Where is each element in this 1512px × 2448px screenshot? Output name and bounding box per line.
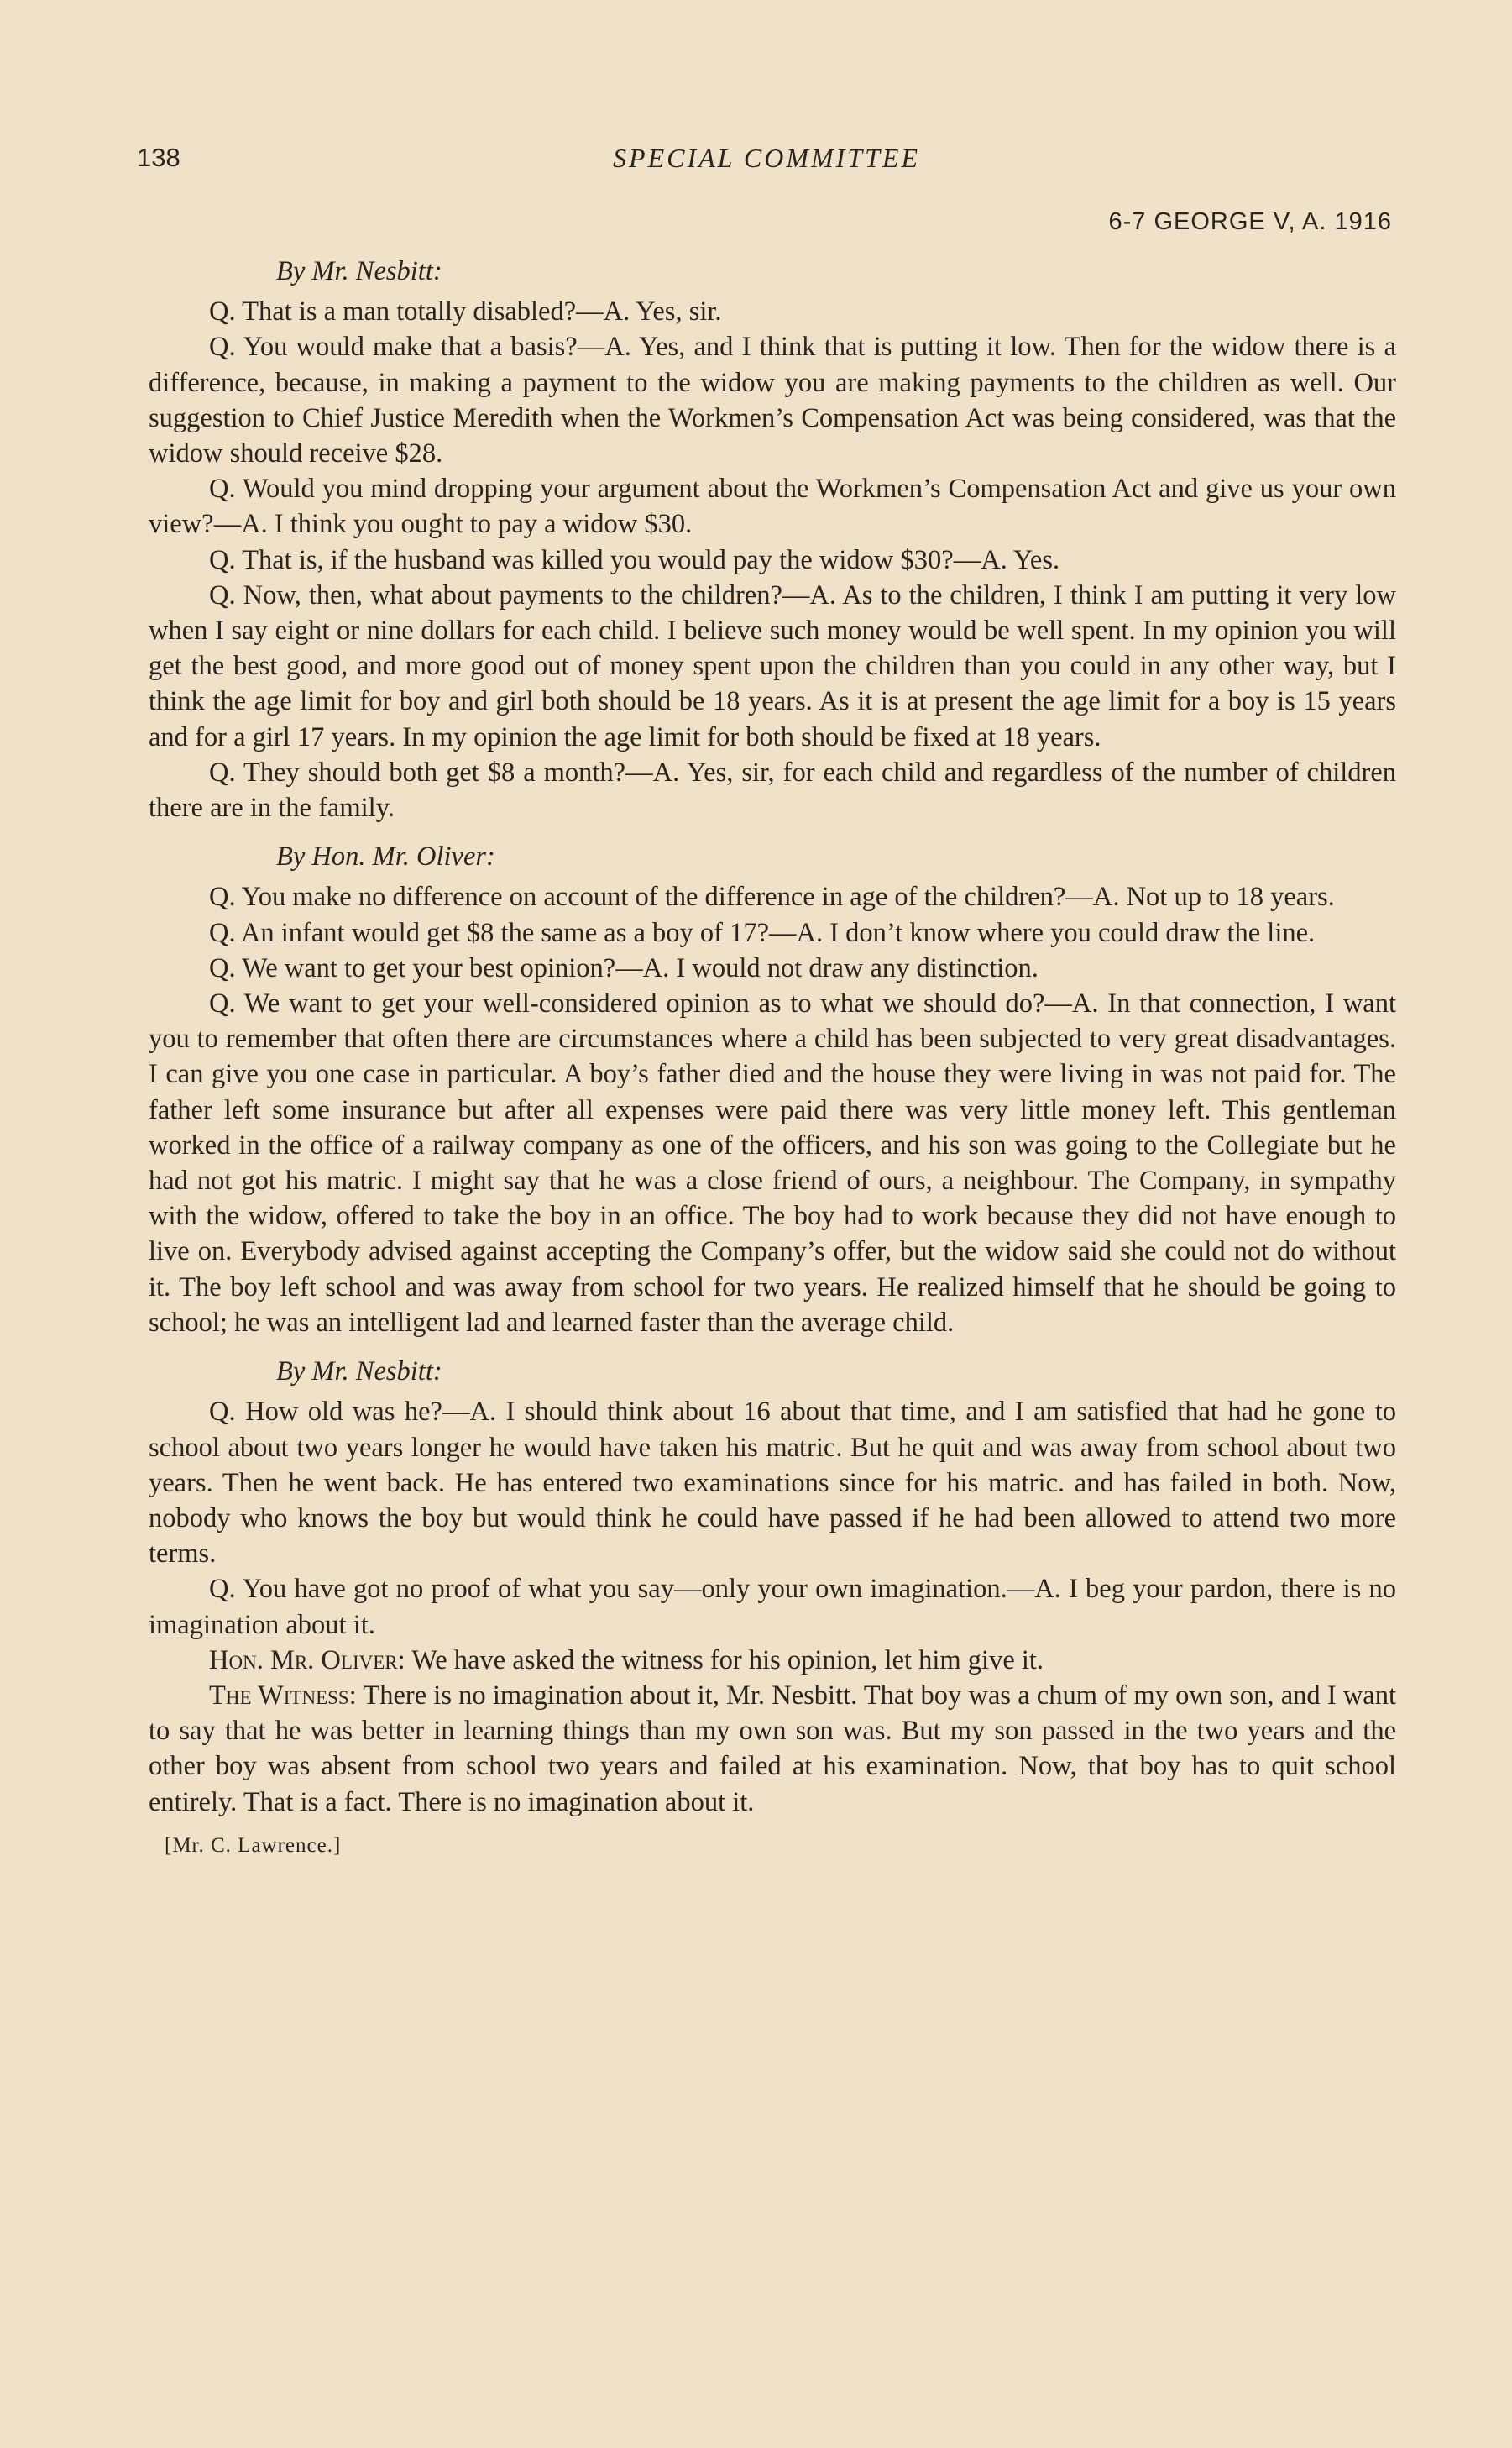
paragraph: Q. That is, if the husband was killed you would pay the widow $30?—A. Yes.: [209, 544, 1060, 575]
paragraph: Q. We want to get your well-considered opinion as to what we should do?—A. In that connection, I want you to remember that often there are circumstances where a child has been subjected to very great disadvantages. I can give you one case in particular. A boy’s father died and the house they were living in was not paid for. The father left some insurance but after all expenses were paid there was very little money left. This gentleman worked in the office of a railway company as one of the officers, and his son was going to the Collegiate but he had not got his matric. I might say that he was a close friend of ours, a neighbour. The Company, in sympathy with the widow, offered to take the boy in an office. The boy had to work because they did not have enough to live on. Everybody advised against accepting the Company’s offer, but the widow said she could not do without it. The boy left school and was away from school for two years. He realized himself that he should be going to school; he was an intelligent lad and learned faster than the average child.: [149, 988, 1396, 1338]
running-title: SPECIAL COMMITTEE: [613, 143, 920, 173]
page-header: [137, 143, 1396, 193]
witness-footer: [Mr. C. Lawrence.]: [165, 1833, 342, 1857]
testimony-body: [149, 254, 1396, 1864]
session-label: 6-7 GEORGE V, A. 1916: [1108, 208, 1392, 235]
paragraph: Q. You would make that a basis?—A. Yes, and I think that is putting it low. Then for the widow there is a difference, because, in making a payment to the widow you are making payments to the children as well. Our suggestion to Chief Justice Meredith when the Workmen’s Compensation Act was being considered, was that the widow should receive $28.: [149, 332, 1396, 469]
paragraph: Q. How old was he?—A. I should think about 16 about that time, and I am satisfied that had he gone to school about two years longer he would have taken his matric. But he quit and was away from school about two years. Then he went back. He has entered two examinations since for his matric. and has failed in both. Now, nobody who knows the boy but would think he could have passed if he had been allowed to attend two more terms.: [149, 1397, 1396, 1570]
paragraph: Q. You make no difference on account of the difference in age of the children?—A. Not up to 18 years.: [209, 882, 1335, 913]
paragraph: [149, 1643, 1396, 1678]
speaker-text: There is no imagination about it, Mr. Nesbitt. That boy was a chum of my own son, and I want to say that he was better in learning things than my own son was. But my son passed in the two years and the other boy was absent from school two years and failed at his examination. Now, that boy has to quit school entirely. That is a fact. There is no imagination about it.: [149, 1680, 1396, 1817]
paragraph: Q. We want to get your best opinion?—A. I would not draw any distinction.: [209, 952, 1039, 983]
paragraph: [149, 1678, 1396, 1820]
speaker-name: The Witness:: [209, 1680, 357, 1711]
examiner-heading: By Mr. Nesbitt:: [276, 1356, 442, 1387]
speaker-text: We have asked the witness for his opinion, let him give it.: [411, 1644, 1044, 1675]
paragraph: Q. That is a man totally disabled?—A. Yes, sir.: [209, 296, 722, 328]
paragraph: Q. Would you mind dropping your argument about the Workmen’s Compensation Act and give us your own view?—A. I think you ought to pay a widow $30.: [149, 474, 1396, 540]
paragraph: Q. They should both get $8 a month?—A. Yes, sir, for each child and regardless of the number of children there are in the family.: [149, 757, 1396, 824]
page-number: 138: [137, 143, 180, 172]
examiner-heading: By Mr. Nesbitt:: [276, 256, 442, 286]
paragraph: Q. Now, then, what about payments to the children?—A. As to the children, I think I am putting it very low when I say eight or nine dollars for each child. I believe such money would be well spent. In my opinion you will get the best good, and more good out of money spent upon the children than you could in any other way, but I think the age limit for boy and girl both should be 18 years. As it is at present the age limit for a boy is 15 years and for a girl 17 years. In my opinion the age limit for both should be fixed at 18 years.: [149, 579, 1396, 752]
paragraph: Q. You have got no proof of what you say—only your own imagination.—A. I beg your pardon, there is no imagination about it.: [149, 1574, 1396, 1640]
paragraph: Q. An infant would get $8 the same as a boy of 17?—A. I don’t know where you could draw the line.: [209, 917, 1316, 948]
speaker-name: Hon. Mr. Oliver:: [209, 1644, 405, 1675]
examiner-heading: By Hon. Mr. Oliver:: [276, 841, 495, 873]
